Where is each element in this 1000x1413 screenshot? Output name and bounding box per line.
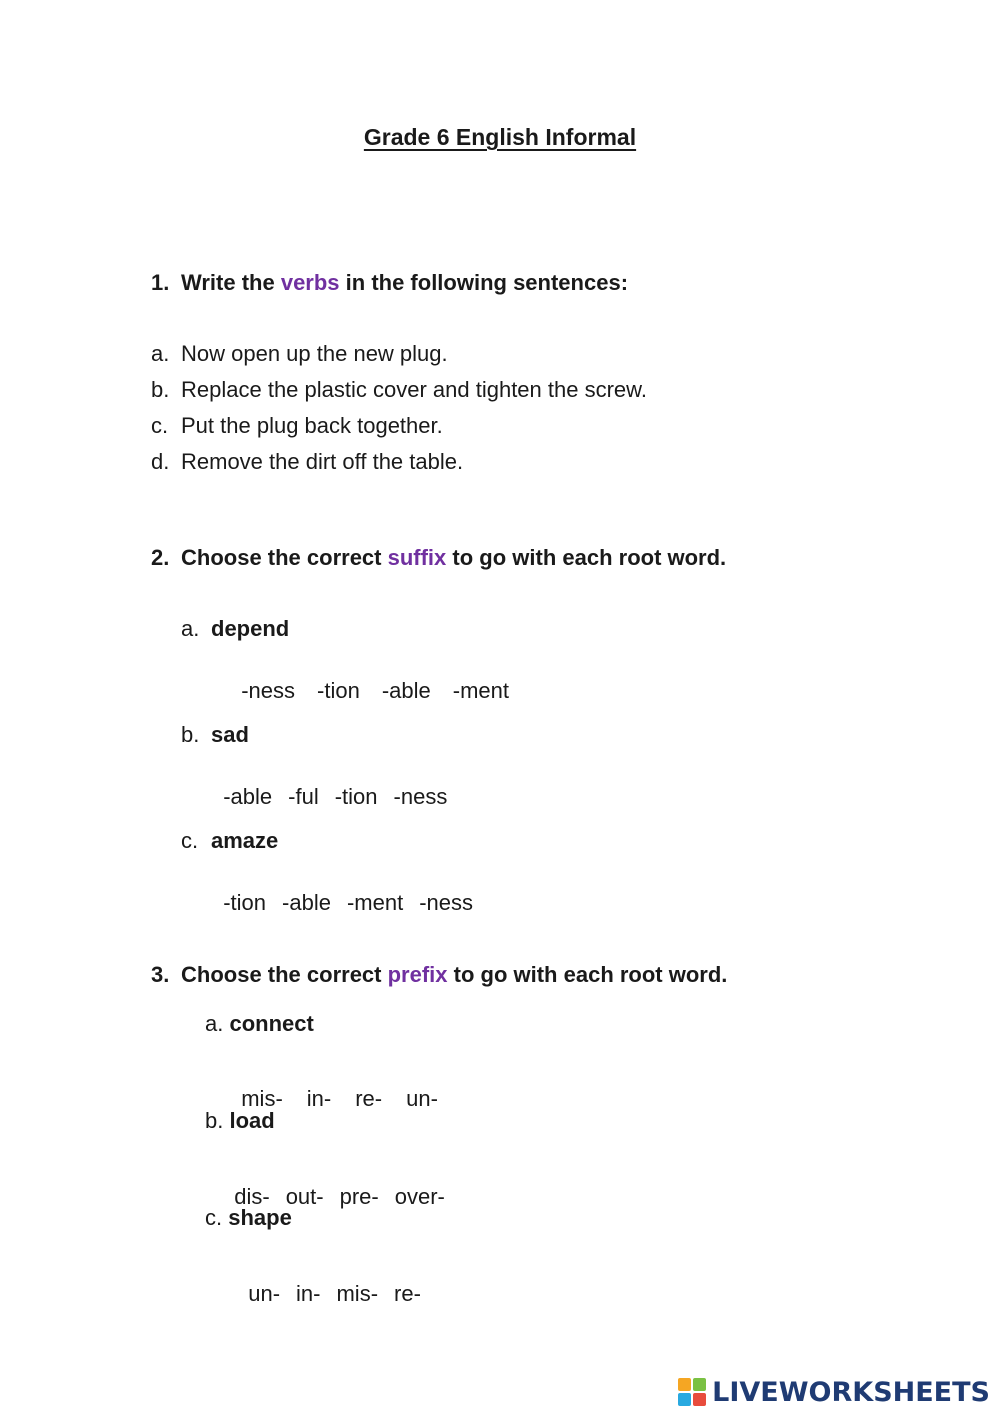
q2-a-options [229, 652, 509, 704]
q1-item-c: c. Put the plug back together. [151, 413, 443, 438]
q3-b-options [222, 1158, 445, 1210]
liveworksheets-logo: LIVEWORKSHEETS [678, 1374, 990, 1410]
prefix-option[interactable]: mis- [336, 1281, 379, 1306]
q1-item-d: d. Remove the dirt off the table. [151, 449, 464, 474]
q1-item-a: a. Now open up the new plug. [151, 341, 448, 366]
suffix-option[interactable]: -ness [241, 678, 296, 703]
question-1-heading: 1. Write the verbs in the following sentences: [151, 270, 629, 295]
prefix-option[interactable]: in- [296, 1281, 321, 1306]
suffix-option[interactable]: -ness [419, 890, 473, 915]
page-title: Grade 6 English Informal [363, 124, 637, 150]
prefix-option[interactable]: re- [355, 1086, 383, 1111]
prefix-option[interactable]: over- [394, 1184, 445, 1209]
q3-c-options [236, 1255, 421, 1307]
suffix-option[interactable]: -able [282, 890, 331, 915]
q3-item-a: a. connect [205, 1011, 314, 1036]
q2-c-options [211, 864, 473, 916]
prefix-option[interactable]: dis- [234, 1184, 270, 1209]
highlight-prefix: prefix [387, 962, 448, 987]
q2-item-a: a. depend [181, 616, 290, 641]
suffix-option[interactable]: -tion [317, 678, 360, 703]
suffix-option[interactable]: -ness [393, 784, 448, 809]
highlight-verbs: verbs [280, 270, 340, 295]
q2-item-c: c. amaze [181, 828, 279, 853]
prefix-option[interactable]: out- [285, 1184, 324, 1209]
suffix-option[interactable]: -able [381, 678, 431, 703]
question-3-heading: 3. Choose the correct prefix to go with each root word. [151, 962, 728, 987]
question-2-heading: 2. Choose the correct suffix to go with each root word. [151, 545, 727, 570]
q2-b-options [211, 758, 447, 810]
suffix-option[interactable]: -ful [288, 784, 319, 809]
suffix-option[interactable]: -tion [223, 890, 267, 915]
suffix-option[interactable]: -ment [346, 890, 404, 915]
liveworksheets-logo-icon [678, 1378, 706, 1406]
prefix-option[interactable]: in- [306, 1086, 332, 1111]
prefix-option[interactable]: un- [248, 1281, 281, 1306]
q3-item-c: c. shape [205, 1205, 292, 1230]
prefix-option[interactable]: mis- [241, 1086, 283, 1111]
prefix-option[interactable]: re- [394, 1281, 421, 1306]
q1-item-b: b. Replace the plastic cover and tighten the screw. [151, 377, 647, 402]
suffix-option[interactable]: -ment [452, 678, 509, 703]
q3-a-options [229, 1060, 438, 1112]
q3-item-b: b. load [205, 1108, 275, 1133]
suffix-option[interactable]: -able [223, 784, 273, 809]
prefix-option[interactable]: pre- [339, 1184, 379, 1209]
highlight-suffix: suffix [387, 545, 447, 570]
q2-item-b: b. sad [181, 722, 249, 747]
prefix-option[interactable]: un- [406, 1086, 438, 1111]
suffix-option[interactable]: -tion [334, 784, 378, 809]
